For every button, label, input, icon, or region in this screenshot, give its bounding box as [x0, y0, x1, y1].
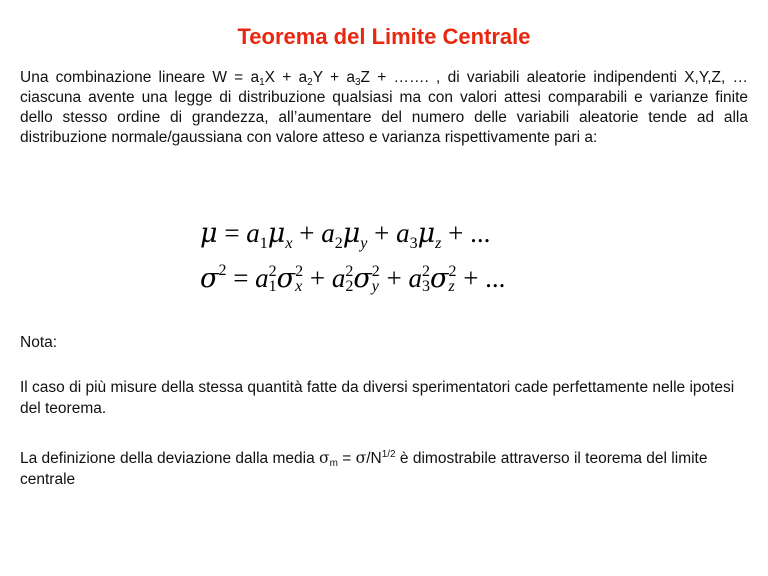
- intro-paragraph: Una combinazione lineare $W = a_1X + a_2Y + a_3Z$ + ……. , di variabili aleatorie indipendenti X,Y,Z, … ciascuna avente una legge di distribuzione qualsiasi ma con valori attesi comparabili e varianze finite dello stesso ordine di grandezza, all’aumentare del numero delle variabili aleatorie tende ad alla distribuzione normale/gaussiana con valore atteso e varianza rispettivamente pari a:: [20, 69, 749, 146]
- note-paragraph-2: La definizione della deviazione dalla media $\sigma_m = \sigma/N^{1/2}$ è dimostrabile attraverso il teorema del limite centrale: [20, 449, 708, 488]
- note-label: Nota:: [20, 334, 58, 351]
- variance-formula: $\sigma^2 = a$ 2 1 σ 2 x + a 2 2 σ 2 y + a 2 3 σ 2 z + ...: [200, 262, 506, 295]
- mean-formula: $\mu = a_1\mu_x + a_2\mu_y + a_3\mu_z$ + ...: [200, 218, 491, 252]
- slide-title: Teorema del Limite Centrale: [237, 24, 531, 49]
- note-paragraph-1: Il caso di più misure della stessa quantità fatte da diversi sperimentatori cade perfettamente nelle ipotesi del teorema.: [20, 379, 735, 417]
